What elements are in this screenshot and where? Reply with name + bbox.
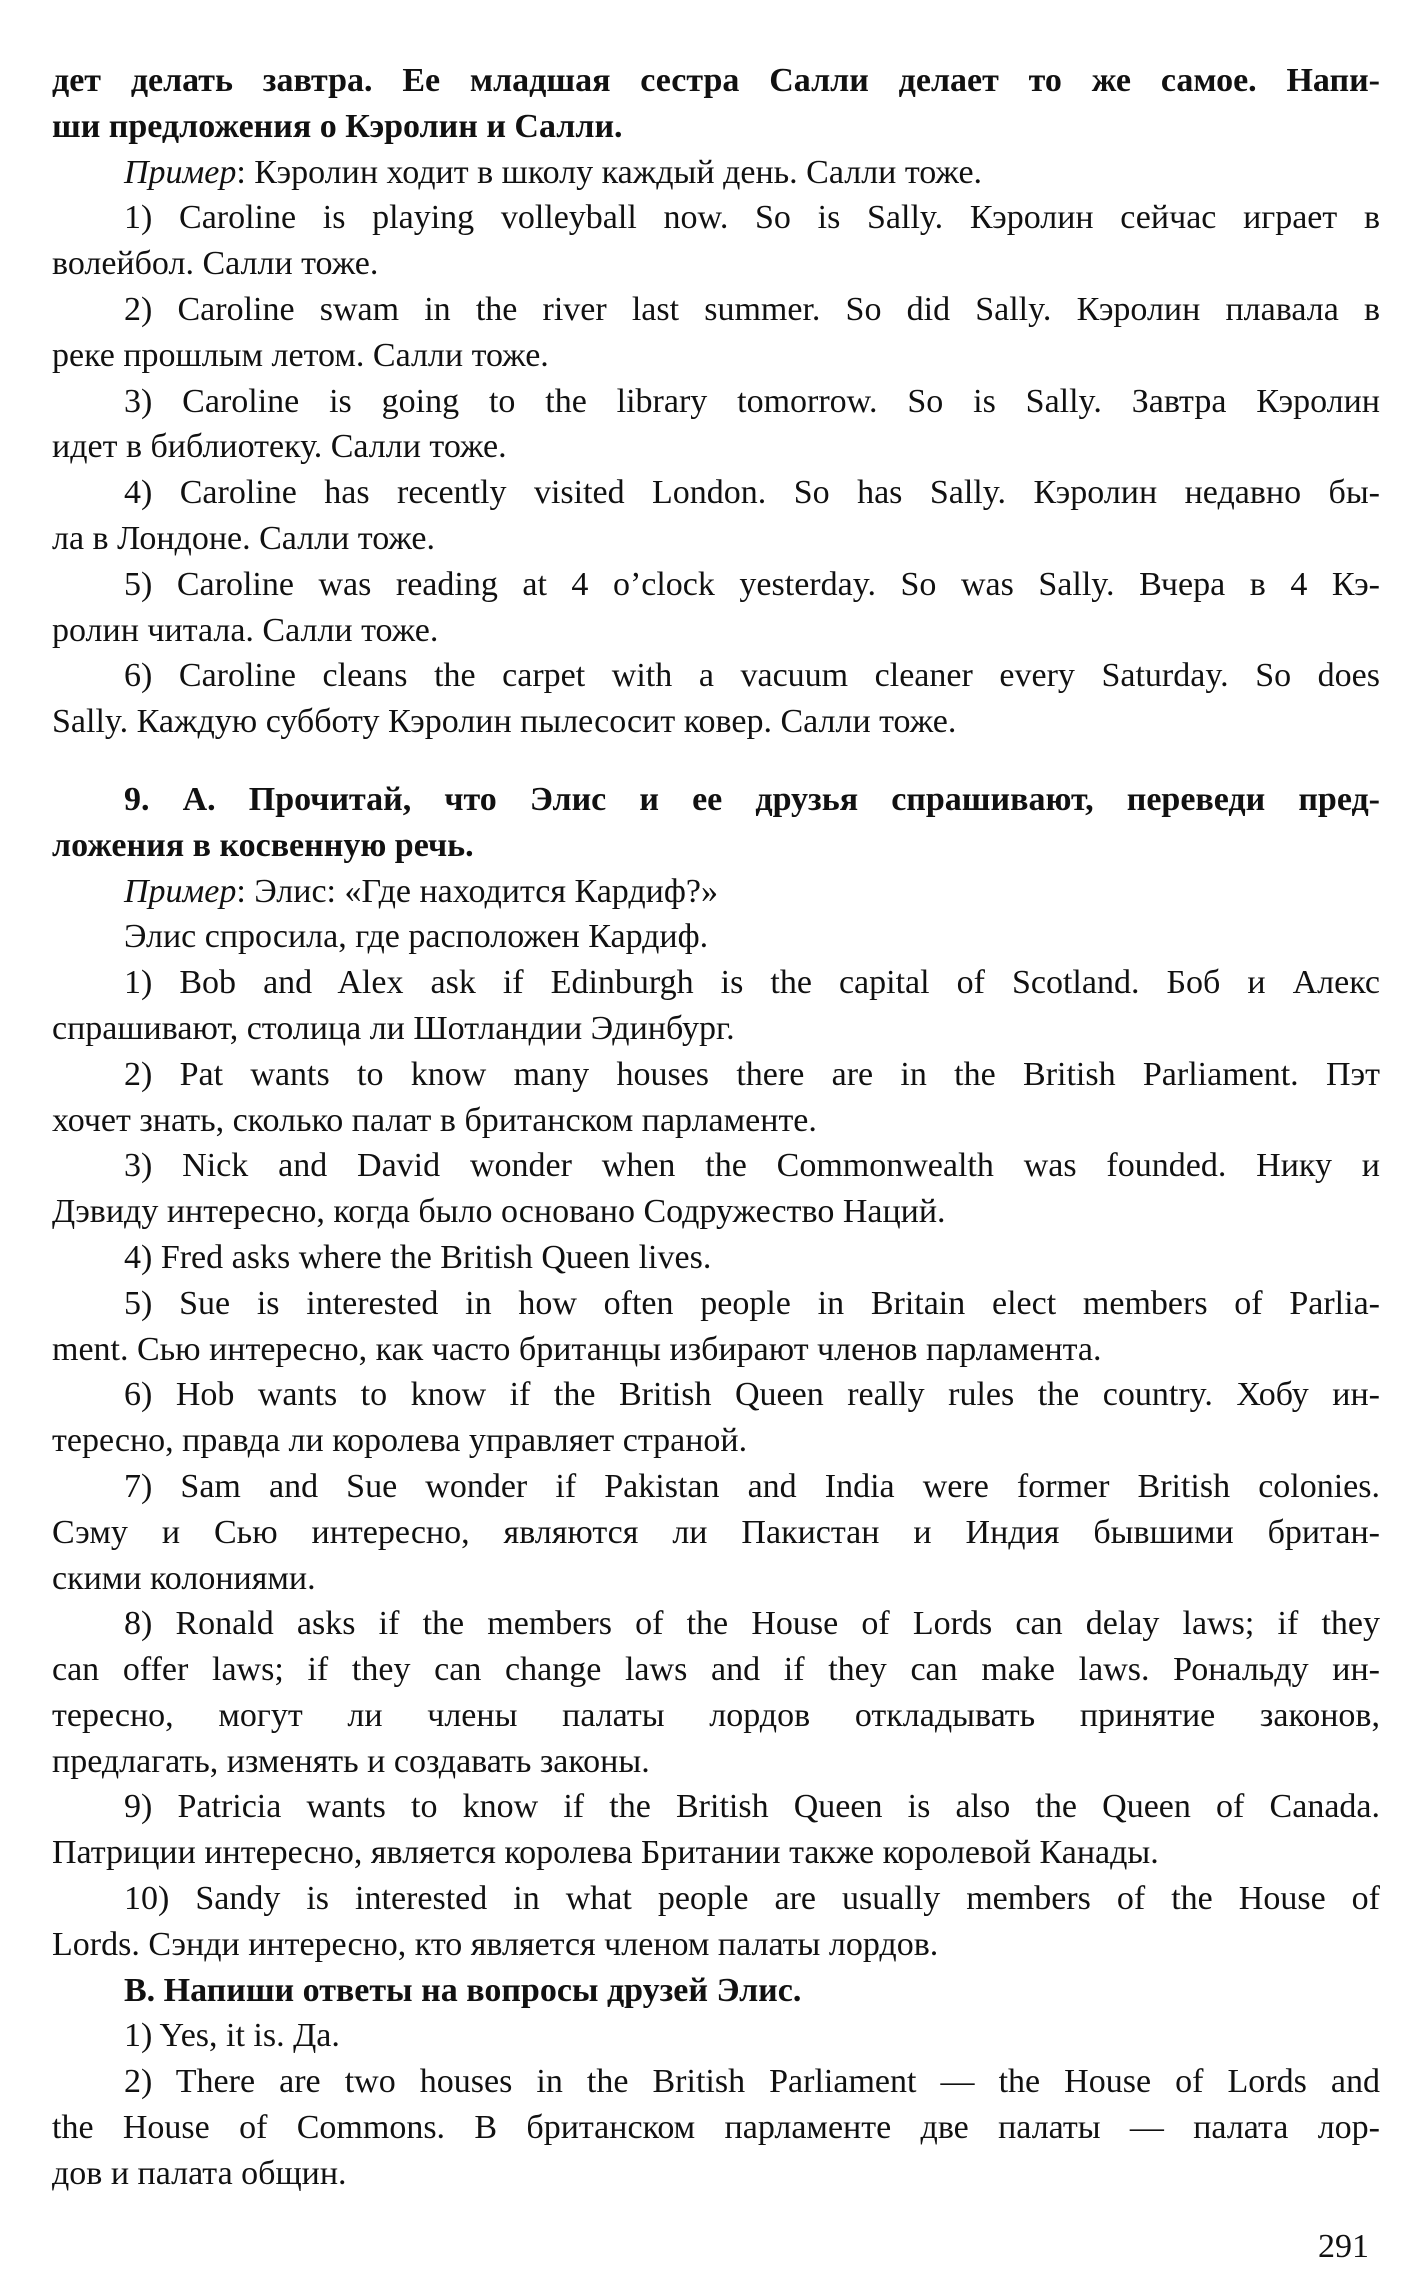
- text-line: [52, 869, 1380, 915]
- line-text: хочет знать, сколько палат в британском парламенте.: [52, 1101, 817, 1139]
- line-text: 6) Hob wants to know if the British Queen really rules the country. Хобу ин-: [124, 1376, 1380, 1414]
- text-paragraph: [52, 2013, 1380, 2059]
- text-line: [52, 1235, 1380, 1281]
- line-text: the House of Commons. В британском парламенте две палаты — палата лор-: [52, 2109, 1380, 2147]
- line-text: тересно, могут ли члены палаты лордов откладывать принятие законов,: [52, 1696, 1380, 1734]
- text-line: [52, 2013, 1380, 2059]
- text-line: [52, 1418, 1380, 1464]
- line-text: идет в библиотеку. Салли тоже.: [52, 428, 507, 466]
- line-text: ла в Лондоне. Салли тоже.: [52, 519, 435, 557]
- text-line: [52, 195, 1380, 241]
- text-paragraph: [52, 1784, 1380, 1876]
- line-text: 4) Caroline has recently visited London. So has Sally. Кэролин недавно бы-: [124, 474, 1380, 512]
- text-line: [52, 1006, 1380, 1052]
- text-paragraph: [52, 653, 1380, 745]
- text-line: [52, 1647, 1380, 1693]
- line-text: can offer laws; if they can change laws and if they can make laws. Рональду ин-: [52, 1651, 1380, 1689]
- text-line: [52, 1693, 1380, 1739]
- text-paragraph: [52, 1052, 1380, 1144]
- line-text: ролин читала. Салли тоже.: [52, 611, 439, 649]
- line-text: 9) Patricia wants to know if the British Queen is also the Queen of Canada.: [124, 1788, 1380, 1826]
- text-line: [52, 2105, 1380, 2151]
- text-line: [52, 1784, 1380, 1830]
- text-line: [52, 333, 1380, 379]
- line-text: 2) Caroline swam in the river last summer. So did Sally. Кэролин плавала в: [124, 290, 1380, 328]
- text-paragraph: [52, 1235, 1380, 1281]
- text-paragraph: [52, 150, 1380, 196]
- line-text: Элис спросила, где расположен Кардиф.: [124, 918, 709, 956]
- heading-paragraph: [52, 777, 1380, 869]
- line-text: Сэму и Сью интересно, являются ли Пакистан и Индия бывшими британ-: [52, 1513, 1380, 1551]
- line-text: 2) There are two houses in the British Parliament — the House of Lords and: [124, 2063, 1380, 2101]
- example-label: Пример: [124, 872, 237, 910]
- text-line: [52, 1327, 1380, 1373]
- text-line: [52, 699, 1380, 745]
- line-text: 2) Pat wants to know many houses there are in the British Parliament. Пэт: [124, 1055, 1380, 1093]
- text-paragraph: [52, 2059, 1380, 2196]
- text-line: [52, 1510, 1380, 1556]
- text-line: [52, 1098, 1380, 1144]
- text-line: [52, 1052, 1380, 1098]
- text-line: [52, 823, 1380, 869]
- line-text: 5) Sue is interested in how often people in Britain elect members of Parlia-: [124, 1284, 1380, 1322]
- text-paragraph: [52, 1143, 1380, 1235]
- text-line: [52, 379, 1380, 425]
- line-text: ши предложения о Кэролин и Салли.: [52, 107, 623, 145]
- text-paragraph: [52, 195, 1380, 287]
- line-text: волейбол. Салли тоже.: [52, 245, 379, 283]
- page-body: [52, 58, 1380, 2197]
- text-paragraph: [52, 1876, 1380, 1968]
- line-text: 1) Caroline is playing volleyball now. So is Sally. Кэролин сейчас играет в: [124, 199, 1380, 237]
- text-line: [52, 241, 1380, 287]
- text-line: [52, 1189, 1380, 1235]
- text-line: [52, 777, 1380, 823]
- text-line: [52, 1556, 1380, 1602]
- text-line: [52, 1830, 1380, 1876]
- text-line: [52, 150, 1380, 196]
- text-line: [52, 287, 1380, 333]
- line-text: ment. Сью интересно, как часто британцы избирают членов парламента.: [52, 1330, 1102, 1368]
- text-line: [52, 1281, 1380, 1327]
- text-line: [52, 653, 1380, 699]
- text-line: [52, 470, 1380, 516]
- line-text: 3) Caroline is going to the library tomorrow. So is Sally. Завтра Кэролин: [124, 382, 1380, 420]
- text-paragraph: [52, 379, 1380, 471]
- text-line: [52, 2151, 1380, 2197]
- text-paragraph: [52, 562, 1380, 654]
- page-number: 291: [1318, 2228, 1369, 2265]
- text-line: [52, 1464, 1380, 1510]
- text-line: [52, 914, 1380, 960]
- line-text: 5) Caroline was reading at 4 o’clock yesterday. So was Sally. Вчера в 4 Кэ-: [124, 565, 1380, 603]
- line-text: Патриции интересно, является королева Британии также королевой Канады.: [52, 1834, 1159, 1872]
- heading-paragraph: [52, 58, 1380, 150]
- text-line: [52, 1601, 1380, 1647]
- text-line: [52, 1739, 1380, 1785]
- line-text: реке прошлым летом. Салли тоже.: [52, 336, 549, 374]
- text-paragraph: [52, 287, 1380, 379]
- line-text: тересно, правда ли королева управляет страной.: [52, 1422, 748, 1460]
- text-line: [52, 104, 1380, 150]
- example-label: Пример: [124, 153, 237, 191]
- line-text: 1) Yes, it is. Да.: [124, 2017, 340, 2055]
- text-line: [52, 1372, 1380, 1418]
- line-text: : Кэролин ходит в школу каждый день. Салли тоже.: [236, 153, 983, 191]
- heading-paragraph: [52, 1968, 1380, 2014]
- line-text: 10) Sandy is interested in what people are usually members of the House of: [124, 1880, 1380, 1918]
- text-line: [52, 1876, 1380, 1922]
- text-line: [52, 424, 1380, 470]
- text-line: [52, 516, 1380, 562]
- line-text: 8) Ronald asks if the members of the House of Lords can delay laws; if they: [124, 1605, 1380, 1643]
- text-paragraph: [52, 470, 1380, 562]
- line-text: 4) Fred asks where the British Queen lives.: [124, 1238, 712, 1276]
- line-text: скими колониями.: [52, 1559, 316, 1597]
- line-text: Дэвиду интересно, когда было основано Содружество Наций.: [52, 1193, 946, 1231]
- line-text: дов и палата общин.: [52, 2154, 347, 2192]
- text-paragraph: [52, 1601, 1380, 1784]
- text-line: [52, 58, 1380, 104]
- text-line: [52, 1922, 1380, 1968]
- line-text: Lords. Сэнди интересно, кто является членом палаты лордов.: [52, 1925, 939, 1963]
- text-paragraph: [52, 1372, 1380, 1464]
- line-text: спрашивают, столица ли Шотландии Эдинбург.: [52, 1009, 735, 1047]
- line-text: ложения в косвенную речь.: [52, 826, 474, 864]
- line-text: 3) Nick and David wonder when the Commonwealth was founded. Нику и: [124, 1147, 1380, 1185]
- line-text: предлагать, изменять и создавать законы.: [52, 1742, 650, 1780]
- line-text: В. Напиши ответы на вопросы друзей Элис.: [124, 1971, 802, 2009]
- text-line: [52, 960, 1380, 1006]
- line-text: 9. А. Прочитай, что Элис и ее друзья спрашивают, переведи пред-: [124, 780, 1380, 818]
- text-paragraph: [52, 960, 1380, 1052]
- text-paragraph: [52, 914, 1380, 960]
- text-paragraph: [52, 1281, 1380, 1373]
- text-line: [52, 2059, 1380, 2105]
- text-paragraph: [52, 869, 1380, 915]
- text-paragraph: [52, 1464, 1380, 1601]
- line-text: 7) Sam and Sue wonder if Pakistan and India were former British colonies.: [124, 1467, 1380, 1505]
- text-line: [52, 1968, 1380, 2014]
- line-text: 6) Caroline cleans the carpet with a vacuum cleaner every Saturday. So does: [124, 657, 1380, 695]
- line-text: Sally. Каждую субботу Кэролин пылесосит ковер. Салли тоже.: [52, 703, 957, 741]
- line-text: дет делать завтра. Ее младшая сестра Салли делает то же самое. Напи-: [52, 62, 1380, 99]
- line-text: : Элис: «Где находится Кардиф?»: [236, 872, 718, 910]
- text-line: [52, 562, 1380, 608]
- text-line: [52, 608, 1380, 654]
- line-text: 1) Bob and Alex ask if Edinburgh is the capital of Scotland. Боб и Алекс: [124, 964, 1380, 1002]
- text-line: [52, 1143, 1380, 1189]
